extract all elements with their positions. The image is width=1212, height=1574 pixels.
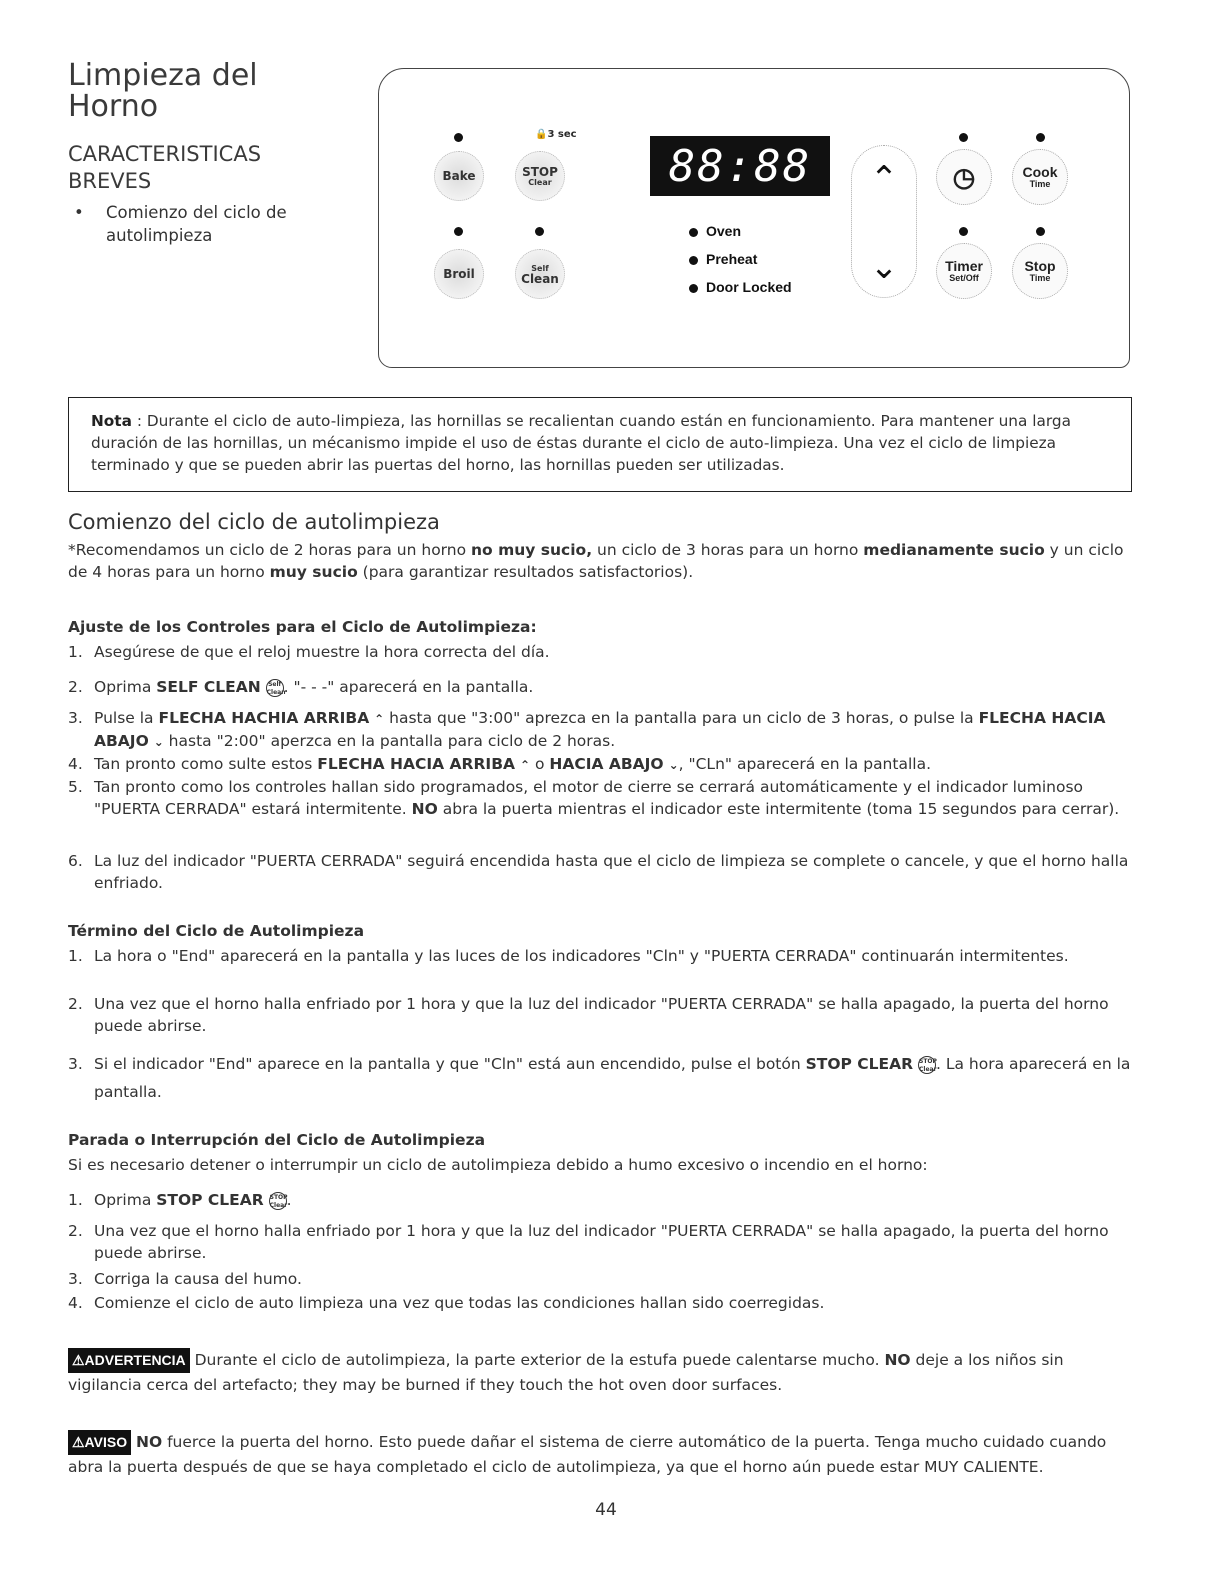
parada-heading: Parada o Interrupción del Ciclo de Autolimpieza — [68, 1131, 486, 1149]
lock-icon: 🔒 — [535, 129, 548, 140]
clock-icon: ◷ — [952, 162, 976, 192]
bake-pad: Bake — [434, 151, 484, 201]
warning-badge: ⚠ADVERTENCIA — [68, 1348, 190, 1373]
lock-label: 🔒3 sec — [535, 129, 577, 140]
indicator-dot — [959, 133, 968, 142]
caution-badge: ⚠AVISO — [68, 1430, 131, 1455]
display-screen: 88:88 — [650, 136, 830, 196]
caution-paragraph: ⚠AVISO NO fuerce la puerta del horno. Esto puede dañar el sistema de cierre automático de la puerta. Tenga mucho cuidado cuando abra la puerta después de que se haya completado el ciclo de autolimpieza, ya que el horno aún puede estar MUY CALIENTE. — [68, 1430, 1132, 1480]
indicator-dot — [1036, 227, 1045, 236]
page-title: Limpieza del Horno — [68, 58, 258, 124]
indicator-dot — [1036, 133, 1045, 142]
stop-clear-icon: STOP Clear — [919, 1057, 937, 1073]
termino-heading: Término del Ciclo de Autolimpieza — [68, 922, 365, 940]
note-box: Nota : Durante el ciclo de auto-limpieza, las hornillas se recalientan cuando están en funcionamiento. Para mantener una larga duración de las hornillas, un mécanismo impide el uso de éstas durante el ciclo de auto-limpieza. Una vez el ciclo de limpieza terminado y que se pueden abrir las puertas del horno, las hornillas pueden ser utilizadas. — [68, 397, 1132, 492]
led-door-locked: Door Locked — [689, 279, 792, 295]
section-heading: Comienzo del ciclo de autolimpieza — [68, 510, 440, 534]
ajuste-heading: Ajuste de los Controles para el Ciclo de Autolimpieza: — [68, 618, 537, 636]
cook-time-pad: Cook Time — [1012, 149, 1068, 205]
arrow-up-icon: ⌃ — [869, 159, 899, 199]
arrow-down-icon: ⌄ — [153, 735, 164, 749]
indicator-dot — [535, 227, 544, 236]
page-number: 44 — [595, 1500, 617, 1520]
section-subtitle: CARACTERISTICAS BREVES — [68, 142, 262, 193]
arrow-up-icon: ⌃ — [374, 712, 385, 726]
led-preheat: Preheat — [689, 251, 757, 267]
clock-pad — [936, 149, 992, 205]
control-panel-illustration — [378, 68, 1130, 368]
parada-intro: Si es necesario detener o interrumpir un ciclo de autolimpieza debido a humo excesivo o incendio en el horno: — [68, 1156, 928, 1174]
arrow-up-icon: ⌃ — [519, 758, 531, 772]
stop-time-pad: Stop Time — [1012, 243, 1068, 299]
self-clean-pad: Self Clean — [515, 249, 565, 299]
arrow-down-icon: ⌄ — [869, 247, 899, 287]
timer-pad: Timer Set/Off — [936, 243, 992, 299]
stop-clear-icon: STOP Clear — [269, 1193, 288, 1209]
indicator-dot — [454, 133, 463, 142]
arrow-down-icon: ⌄ — [668, 758, 679, 772]
led-oven: Oven — [689, 223, 741, 239]
self-clean-icon: Self Clean — [266, 680, 286, 696]
intro-paragraph: *Recomendamos un ciclo de 2 horas para un horno no muy sucio, un ciclo de 3 horas para un horno medianamente sucio y un ciclo de 4 horas para un horno muy sucio (para garantizar resultados satisfactorios). — [68, 541, 1124, 581]
indicator-dot — [959, 227, 968, 236]
bullet-icon: • — [74, 203, 84, 222]
indicator-dot — [454, 227, 463, 236]
warning-paragraph: ⚠ADVERTENCIA Durante el ciclo de autolimpieza, la parte exterior de la estufa puede calentarse mucho. NO deje a los niños sin vigilancia cerca del artefacto; they may be burned if they touch the hot oven door surfaces. — [68, 1348, 1132, 1398]
stop-clear-pad: STOP Clear — [515, 151, 565, 201]
broil-pad: Broil — [434, 249, 484, 299]
